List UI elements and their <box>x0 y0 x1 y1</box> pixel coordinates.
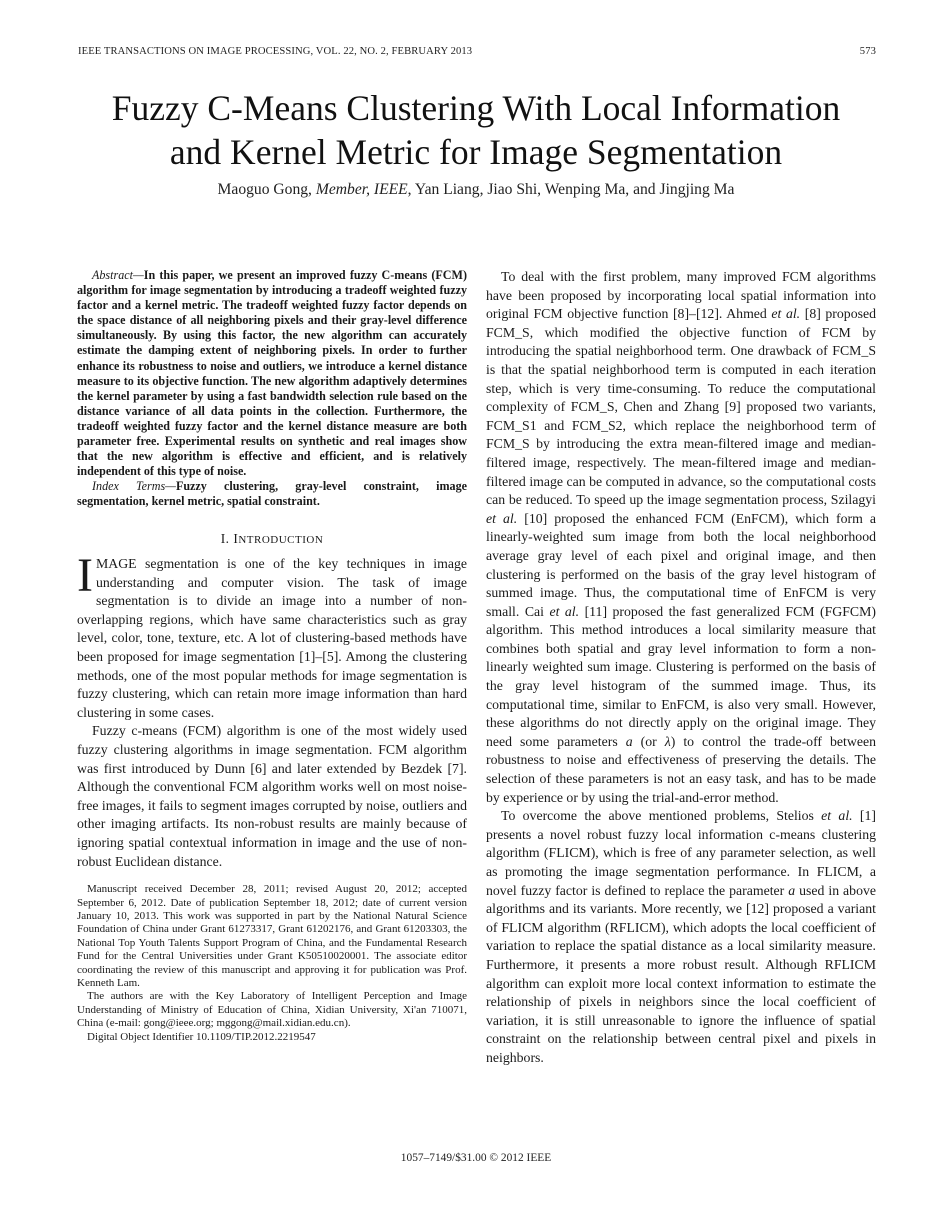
text-run-italic: et al. <box>771 306 801 322</box>
text-run: To deal with the first problem, many improved FCM algorithms have been proposed by incorporating local spatial information into original FCM objective function [8]–[12]. Ahmed <box>486 269 876 322</box>
text-run: (or <box>632 733 665 749</box>
abstract-label: Abstract— <box>92 268 144 282</box>
right-column <box>486 268 876 1068</box>
intro-paragraph-1 <box>77 549 467 722</box>
copyright-line: 1057–7149/$31.00 © 2012 IEEE <box>400 1152 552 1164</box>
section-heading-introduction <box>77 530 467 550</box>
text-run: [1] presents a novel robust fuzzy local information c-means clustering algorithm (FLICM), which is free of any parameter selection, as well as promoting the image segmentation performance. In FLICM, a novel fuzzy factor is defined to replace the parameter <box>486 808 876 898</box>
footnote-doi: Digital Object Identifier 10.1109/TIP.2012.2219547 <box>87 1030 316 1043</box>
paper-title <box>60 86 892 174</box>
right-paragraph-2 <box>486 807 876 1067</box>
author-first-role: Member, IEEE <box>315 181 408 198</box>
intro-p1-text: MAGE segmentation is one of the key techniques in image understanding and computer vision. The task of image segmentation is to divide an image into a number of non-overlapping regions, which have same characteristics such as gray level, color, tone, texture, etc. A lot of clustering-based methods have been proposed for image segmentation [1]–[5]. Among the clustering methods, one of the most popular methods for image segmentation is fuzzy clustering, which can retain more image information than hard clustering in some cases. <box>77 556 467 720</box>
math-symbol: a <box>625 733 633 749</box>
text-run-italic: et al. <box>549 603 580 619</box>
text-run: used in above algorithms and its variants. More recently, we [12] proposed a variant of FLICM algorithm (RFLICM), which adopts the local coefficient of variation to replace the spatial distance as a local similarity measure. Furthermore, it presents a more robust result. Although RFLICM algorithm can exploit more local context information to estimate the relationship of pixels in neighbors since the local coefficient of variation, it is still unreasonable to ignore the influence of spatial constraint on the relationship between central pixel and pixels in neighbors. <box>486 882 877 1065</box>
text-run: ) to control the trade-off between robustness to noise and effectiveness of preserving the details. The selection of these parameters is not an easy task, and has to be made by experience or by using the trial-and-error method. <box>486 733 876 805</box>
title-line-2: and Kernel Metric for Image Segmentation <box>169 132 783 172</box>
intro-paragraph-2: Fuzzy c-means (FCM) algorithm is one of the most widely used fuzzy clustering algorithms in image segmentation. FCM algorithm was first introduced by Dunn [6] and later extended by Bezdek [7]. Although the conventional FCM algorithm works well on most noise-free images, it fails to segment images corrupted by noise, outliers and other imaging artifacts. Its non-robust results are mainly because of ignoring spatial contextual information in image and the use of non-robust Euclidean distance. <box>77 723 467 869</box>
index-terms-label: Index Terms— <box>92 479 176 494</box>
abstract-text: In this paper, we present an improved fuzzy C-means (FCM) algorithm for image segmentation by introducing a tradeoff weighted fuzzy factor and a kernel metric. The tradeoff weighted fuzzy factor depends on the space distance of all neighboring pixels and their gray-level difference simultaneously. By using this factor, the new algorithm can accurately estimate the damping extent of neighboring pixels. In order to further enhance its robustness to noise and outliers, we introduce a kernel distance measure to its objective function. The new algorithm adaptively determines the kernel parameter by using a fast bandwidth selection rule based on the distance variance of all data points in the collection. Furthermore, the tradeoff weighted fuzzy factor and the kernel distance measure are both parameter free. Experimental results on synthetic and real images show that the new algorithm is effective and efficient, and is relatively independent of this type of noise. <box>77 268 467 479</box>
page-number: 573 <box>859 46 876 57</box>
text-run: [8] proposed FCM_S, which modified the objective function of FCM by introducing the spatial neighborhood term. One drawback of FCM_S is that the spatial neighborhood term is computed in each iteration step, which is very time-consuming. To reduce the computational complexity of FCM_S, Chen and Zhang [9] proposed two variants, FCM_S1 and FCM_S2, which replace the neighborhood term of FCM_S by introducing the extra mean-filtered image and median-filtered image, respectively. The mean-filtered image and median-filtered image can be computed in advance, so the computational costs can be reduced. To speed up the image segmentation process, Szilagyi <box>486 306 876 508</box>
right-paragraph-1 <box>486 268 876 807</box>
running-header <box>78 46 876 57</box>
text-run: To overcome the above mentioned problems, Stelios <box>501 808 822 824</box>
text-run: [10] proposed the enhanced FCM (EnFCM), which form a linearly-weighted sum image from both the local neighborhood average gray level of each pixel and original image, and then clustering is performed on the basis of the gray level histogram of summed image. Thus, the computational time of EnFCM is very small. Cai <box>486 510 876 619</box>
author-rest: , Yan Liang, Jiao Shi, Wenping Ma, and Jingjing Ma <box>407 181 735 198</box>
footnote <box>77 883 467 1044</box>
text-run: [11] proposed the fast generalized FCM (FGFCM) algorithm. This method introduces a local similarity measure that combines both spatial and gray level information to form a non-linearly weighted sum image. Clustering is performed on the basis of the gray level histogram of the summed image. Thus, its computational time, similar to EnFCM, is also very small. However, these algorithms do not directly apply on the original image. They need some parameters <box>486 603 876 749</box>
index-terms <box>77 479 467 509</box>
title-line-1: Fuzzy C-Means Clustering With Local Information <box>111 88 841 128</box>
index-terms-text: Fuzzy clustering, gray-level constraint, image segmentation, kernel metric, spatial constraint. <box>77 479 468 509</box>
text-run-italic: et al. <box>486 510 518 526</box>
footnote-manuscript: Manuscript received December 28, 2011; revised August 20, 2012; accepted September 6, 2012. Date of publication September 18, 2012; date of current version January 10, 2013. This work was supported in part by the National Natural Science Foundation of China under Grant 61273317, Grant 61202176, and Grant 61203303, the National Top Youth Talents Support Program of China, and the Fundamental Research Fund for the Central Universities under Grant K50510020001. The associate editor coordinating the review of this manuscript and approving it for publication was Prof. Kenneth Lam. <box>77 883 467 990</box>
author-list <box>60 181 892 199</box>
math-symbol: λ <box>664 733 671 749</box>
section-title-rest: NTRODUCTION <box>238 533 324 546</box>
math-symbol: a <box>788 882 796 898</box>
journal-name: IEEE TRANSACTIONS ON IMAGE PROCESSING, VOL. 22, NO. 2, FEBRUARY 2013 <box>78 46 473 57</box>
drop-cap: I <box>77 549 93 603</box>
left-column <box>77 268 467 1044</box>
footnote-affiliation: The authors are with the Key Laboratory of Intelligent Perception and Image Understanding of Ministry of Education of China, Xidian University, Xi'an 710071, China (e-mail: gong@ieee.org; mggong@mail.xidian.edu.cn). <box>77 990 467 1030</box>
section-numeral: I. <box>220 530 234 546</box>
text-run-italic: et al. <box>821 808 853 824</box>
abstract <box>77 268 467 510</box>
author-first: Maoguo Gong, <box>217 181 316 198</box>
section-title-first: I <box>233 530 239 546</box>
